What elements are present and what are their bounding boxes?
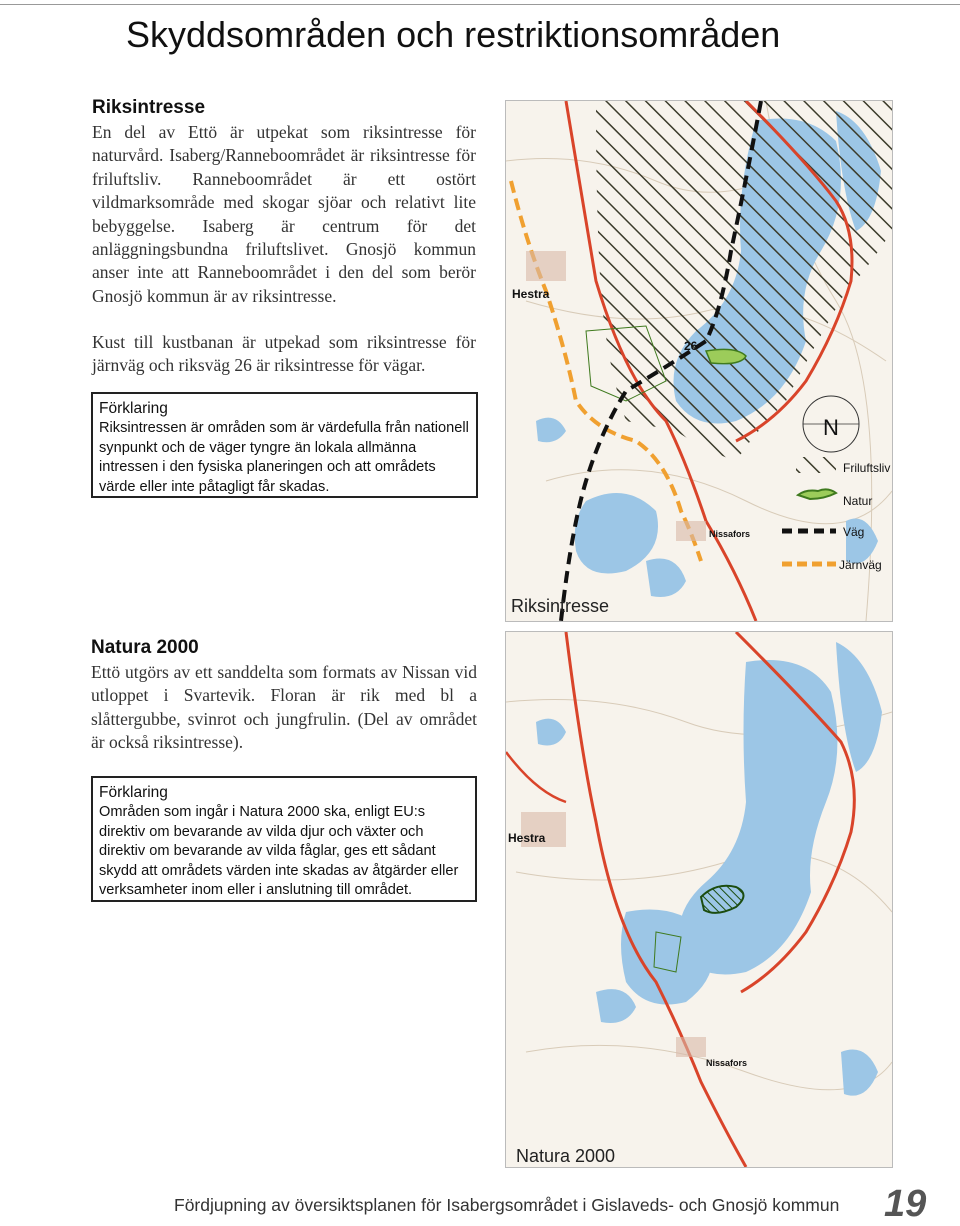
explanation-text: Områden som ingår i Natura 2000 ska, enligt EU:s direktiv om bevarande av vilda djur och växter och direktiv om bevarande av vilda fåglar, ges ett sådant skydd att områdets värden inte skadas av åtgärder eller verksamheter inom eller i anslutning till området.: [99, 804, 459, 899]
legend-natur-label: Natur: [843, 494, 873, 508]
road-number-label: 26: [684, 339, 698, 353]
natura-explanation-box: [91, 776, 477, 902]
page-number: 19: [884, 1183, 927, 1225]
natura-paragraph: Ettö utgörs av ett sanddelta som formats av Nissan vid utloppet i Svartevik. Floran är rik med bl a slåttergubbe, svinrot och jungfrulin. (Del av området är också riksintresse).: [91, 662, 477, 753]
place-label-nissafors: Nissafors: [709, 529, 751, 539]
riksintresse-explanation-box: [91, 392, 478, 498]
natura-map: [505, 631, 893, 1168]
explanation-text: Riksintressen är områden som är värdefulla från nationell synpunkt och de väger tyngre än lokala allmänna intressen i den fysiska planeringen och att områdets värde eller inte påtagligt får skadas.: [99, 420, 469, 495]
map-caption-natura: Natura 2000: [516, 1146, 616, 1166]
map-caption-riksintresse: Riksintresse: [511, 596, 610, 616]
riksintresse-map-graphic: [506, 101, 892, 621]
legend-jarnvag-label: Järnväg: [839, 558, 882, 572]
natura-heading: Natura 2000: [91, 637, 199, 658]
page-title: Skyddsområden och restriktionsområden: [126, 14, 781, 55]
legend-friluftsliv-label: Friluftsliv: [843, 461, 891, 475]
explanation-heading: Förklaring: [99, 784, 168, 801]
riksintresse-heading: Riksintresse: [92, 97, 206, 118]
top-rule: [0, 4, 960, 5]
riksintresse-paragraph-2: Kust till kustbanan är utpekad som riksintresse för järnväg och riksväg 26 är riksintresse för vägar.: [92, 332, 476, 376]
legend-vag-label: Väg: [843, 525, 865, 539]
footer-text: Fördjupning av översiktsplanen för Isabergsområdet i Gislaveds- och Gnosjö kommun: [174, 1195, 840, 1215]
explanation-heading: Förklaring: [99, 400, 168, 417]
north-label: N: [823, 415, 839, 440]
place-label-hestra: Hestra: [508, 831, 546, 845]
natura-map-graphic: [506, 632, 892, 1167]
place-label-hestra: Hestra: [512, 287, 550, 301]
legend-friluftsliv-symbol: [796, 457, 836, 473]
riksintresse-paragraph-1: En del av Ettö är utpekat som riksintresse för naturvård. Isaberg/Ranneboområdet är riksintresse för friluftsliv. Ranneboområdet är ett ostört vildmarksområde med skogar sjöar och relativt lite bebyggelse. Isaberg är centrum för det anläggningsbundna friluftslivet. Gnosjö kommun anser inte att Ranneboområdet i den del som berör Gnosjö kommun är av riksintresse.: [92, 122, 476, 306]
place-label-nissafors: Nissafors: [706, 1058, 748, 1068]
riksintresse-map: [505, 100, 893, 622]
